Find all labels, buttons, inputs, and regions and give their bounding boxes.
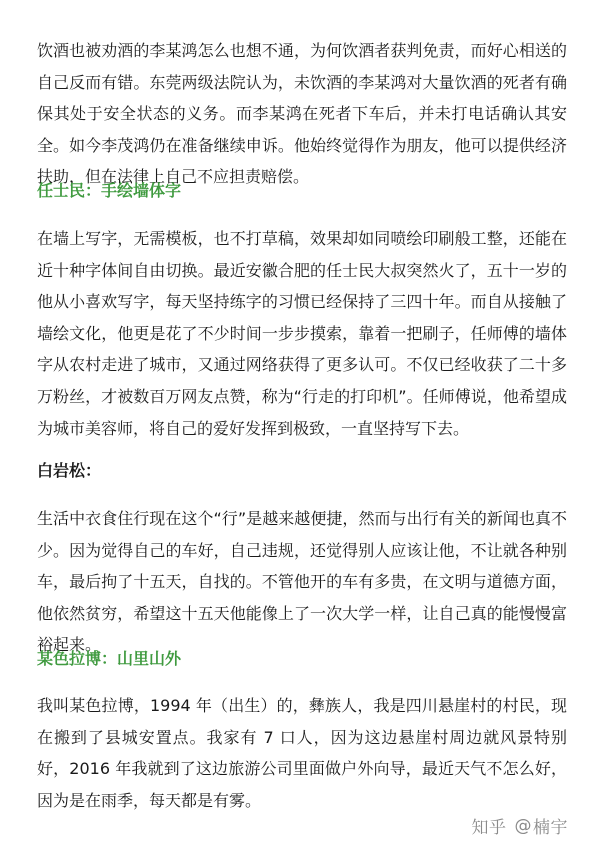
paragraph-mouse-labo: 我叫某色拉博，1994 年（出生）的，彝族人，我是四川悬崖村的村民，现在搬到了县城安置点。我家有 7 口人，因为这边悬崖村周边就风景特别好，2016 年我就到了这边旅游公司里面做户外向导，最近天气不怎么好，因为是在雨季，每天都是有雾。 xyxy=(37,696,567,810)
watermark-author: 楠宇 xyxy=(533,818,568,838)
paragraph-ren-shimin: 在墙上写字，无需模板，也不打草稿，效果却如同喷绘印刷般工整，还能在近十种字体间自由切换。最近安徽合肥的任士民大叔突然火了，五十一岁的他从小喜欢写字，每天坚持练字的习惯已经保持了三四十年。而自从接触了墙绘文化，他更是花了不少时间一步步摸索，靠着一把刷子，任师傅的墙体字从农村走进了城市，又通过网络获得了更多认可。不仅已经收获了二十多万粉丝，才被数百万网友点赞，称为“行走的打印机”。任师傅说，他希望成为城市美容师，将自己的爱好发挥到极致，一直坚持写下去。 xyxy=(37,229,567,438)
paragraph-li-mouhong: 饮酒也被劝酒的李某鸿怎么也想不通，为何饮酒者获判免责，而好心相送的自己反而有错。东莞两级法院认为，未饮酒的李某鸿对大量饮酒的死者有确保其处于安全状态的义务。而李某鸿在死者下车后，并未打电话确认其安全。如今李茂鸿仍在准备继续申诉。他始终觉得作为朋友，他可以提供经济扶助，但在法律上自己不应担责赔偿。 xyxy=(37,41,567,187)
paragraph-bai-yansong: 生活中衣食住行现在这个“行”是越来越便捷，然而与出行有关的新闻也真不少。因为觉得自己的车好，自己违规，还觉得别人应该让他，不让就各种别车，最后拘了十五天，自找的。不管他开的车有多贵，在文明与道德方面，他依然贫穷，希望这十五天他能像上了一次大学一样，让自己真的能慢慢富裕起来。 xyxy=(37,509,567,655)
watermark-at: @ xyxy=(514,815,532,836)
zhihu-watermark xyxy=(472,813,569,838)
section-heading-bai-yansong: 白岩松： xyxy=(37,461,102,480)
section-heading-mouse-labo: 某色拉博：山里山外 xyxy=(37,649,182,668)
watermark-brand: 知乎 xyxy=(471,818,507,838)
section-heading-ren-shimin: 任士民：手绘墙体字 xyxy=(37,181,182,200)
